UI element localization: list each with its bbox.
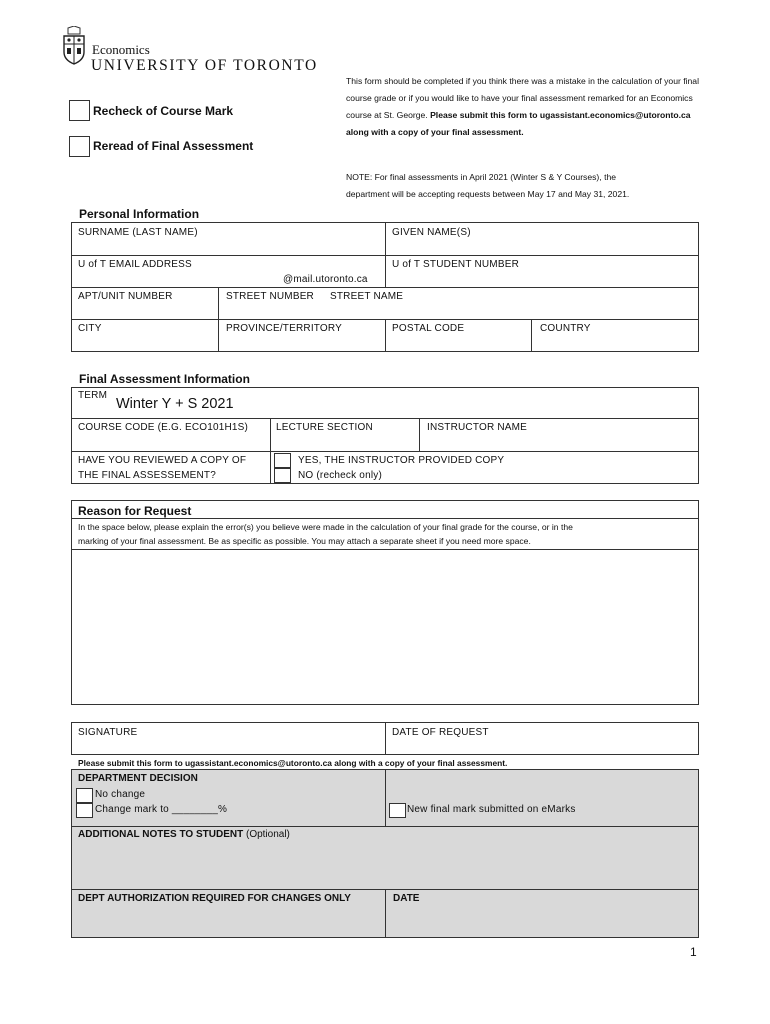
instructor-name-label: INSTRUCTOR NAME [427, 422, 528, 433]
street-number-label: STREET NUMBER [226, 291, 314, 302]
change-mark-checkbox[interactable] [76, 803, 93, 818]
submit-note: Please submit this form to ugassistant.economics@utoronto.ca along with a copy of your final assessment. [78, 758, 508, 768]
reread-checkbox[interactable] [69, 136, 90, 157]
yes-copy-label: YES, THE INSTRUCTOR PROVIDED COPY [298, 455, 505, 466]
additional-notes-optional: (Optional) [245, 829, 290, 840]
no-change-checkbox[interactable] [76, 788, 93, 803]
signature-field[interactable] [72, 739, 384, 754]
city-label: CITY [78, 323, 102, 334]
personal-info-title: Personal Information [79, 207, 200, 221]
intro-bold: Please submit this form to ugassistant.economics@utoronto.ca along with a copy of your final assessment. [346, 110, 691, 137]
date-of-request-field[interactable] [386, 739, 698, 754]
email-label: U of T EMAIL ADDRESS [78, 259, 192, 270]
no-copy-checkbox[interactable] [274, 468, 291, 483]
term-value-field[interactable]: Winter Y + S 2021 [116, 396, 234, 412]
no-copy-label: NO (recheck only) [298, 470, 382, 481]
lecture-section-field[interactable] [271, 434, 418, 450]
additional-notes-title: ADDITIONAL NOTES TO STUDENT [78, 829, 244, 840]
new-final-mark-checkbox[interactable] [389, 803, 406, 818]
course-code-label: COURSE CODE (E.G. ECO101H1S) [78, 422, 249, 433]
province-label: PROVINCE/TERRITORY [226, 323, 343, 334]
page-number: 1 [690, 945, 697, 959]
province-field[interactable] [219, 335, 384, 351]
lecture-section-label: LECTURE SECTION [276, 422, 373, 433]
department-decision-title: DEPARTMENT DECISION [78, 773, 198, 784]
additional-notes-field[interactable] [72, 843, 698, 888]
date-of-request-label: DATE OF REQUEST [392, 727, 489, 738]
email-suffix: @mail.utoronto.ca [283, 274, 368, 285]
recheck-label: Recheck of Course Mark [93, 104, 234, 118]
student-number-label: U of T STUDENT NUMBER [392, 259, 519, 270]
new-final-mark-label: New final mark submitted on eMarks [407, 804, 576, 815]
university-crest-icon [60, 26, 88, 66]
postal-code-label: POSTAL CODE [392, 323, 465, 334]
yes-copy-checkbox[interactable] [274, 453, 291, 468]
instructor-name-field[interactable] [420, 434, 698, 450]
student-number-field[interactable] [386, 271, 698, 286]
apt-label: APT/UNIT NUMBER [78, 291, 173, 302]
reason-instructions-2: marking of your final assessment. Be as specific as possible. You may attach a separate sheet if you need more space. [78, 536, 531, 546]
street-name-label: STREET NAME [330, 291, 404, 302]
recheck-checkbox[interactable] [69, 100, 90, 121]
reviewed-question-line-2: THE FINAL ASSESSEMENT? [78, 470, 216, 481]
course-code-field[interactable] [72, 434, 269, 450]
reason-instructions-1: In the space below, please explain the error(s) you believe were made in the calculation of your final grade for the course, or in the [78, 522, 573, 532]
note-line-1: NOTE: For final assessments in April 2021 (Winter S & Y Courses), the [346, 172, 617, 182]
surname-field[interactable] [72, 240, 384, 254]
country-field[interactable] [532, 335, 698, 351]
given-name-label: GIVEN NAME(S) [392, 227, 471, 238]
additional-notes-label [78, 829, 290, 840]
signature-label: SIGNATURE [78, 727, 138, 738]
no-change-label: No change [95, 789, 146, 800]
assessment-info-title: Final Assessment Information [79, 372, 250, 386]
university-name: UNIVERSITY OF TORONTO [91, 57, 318, 74]
city-field[interactable] [72, 335, 217, 351]
reread-label: Reread of Final Assessment [93, 139, 254, 153]
postal-code-field[interactable] [386, 335, 530, 351]
reason-text-area[interactable] [72, 550, 698, 704]
note-line-2: department will be accepting requests between May 17 and May 31, 2021. [346, 189, 630, 199]
apt-field[interactable] [72, 303, 217, 318]
street-field[interactable] [219, 303, 698, 318]
dept-authorization-field[interactable] [72, 906, 384, 937]
country-label: COUNTRY [540, 323, 591, 334]
term-label: TERM [78, 390, 108, 401]
email-field[interactable] [72, 270, 282, 286]
dept-date-field[interactable] [386, 906, 698, 937]
dept-date-label: DATE [393, 893, 420, 904]
change-mark-label: Change mark to ________% [95, 804, 228, 815]
department-name: Economics [92, 42, 150, 57]
given-name-field[interactable] [386, 240, 698, 254]
intro-paragraph [346, 73, 706, 141]
intro-text: This form should be completed if you think there was a mistake in the calculation of your final course grade or if you would like to have your final assessment remarked for an Economics course at St. George. [346, 76, 699, 120]
dept-authorization-label: DEPT AUTHORIZATION REQUIRED FOR CHANGES ONLY [78, 893, 351, 904]
reason-title: Reason for Request [78, 504, 192, 518]
reviewed-question-line-1: HAVE YOU REVIEWED A COPY OF [78, 455, 247, 466]
surname-label: SURNAME (LAST NAME) [78, 227, 198, 238]
